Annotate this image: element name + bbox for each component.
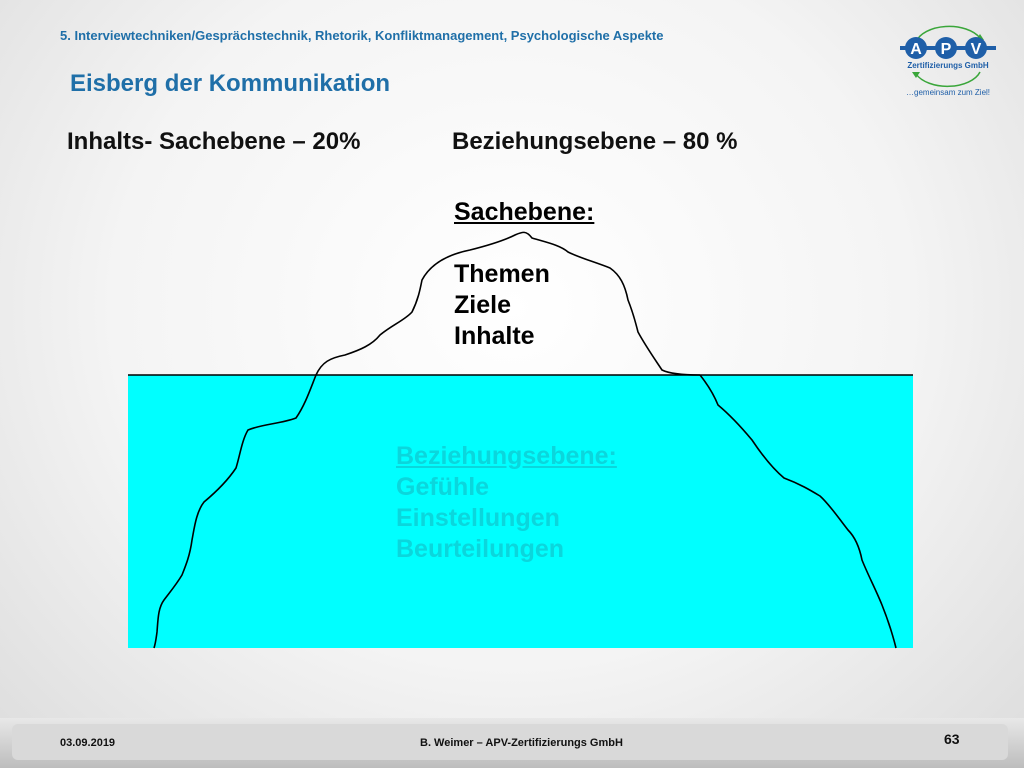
heading-sachebene-percent: Inhalts- Sachebene – 20% [67, 128, 361, 155]
beziehungsebene-heading: Beziehungsebene: [396, 442, 617, 470]
beziehungsebene-text [396, 441, 617, 565]
page-title: Eisberg der Kommunikation [70, 70, 391, 97]
heading-beziehungsebene-percent: Beziehungsebene – 80 % [452, 128, 738, 155]
footer-author: B. Weimer – APV-Zertifizierungs GmbH [420, 737, 623, 749]
logo-letter-p: P [940, 41, 952, 58]
sachebene-item: Inhalte [454, 322, 535, 350]
sachebene-item: Themen [454, 260, 550, 288]
logo-company: Zertifizierungs GmbH [907, 61, 989, 70]
sachebene-heading: Sachebene: [454, 198, 595, 226]
beziehungsebene-item: Gefühle [396, 473, 490, 501]
logo-tagline: …gemeinsam zum Ziel! [906, 88, 991, 97]
footer-date: 03.09.2019 [60, 737, 116, 749]
page-number: 63 [944, 731, 960, 747]
sachebene-text [454, 197, 594, 352]
sachebene-item: Ziele [454, 291, 511, 319]
logo-letter-a: A [910, 41, 922, 58]
beziehungsebene-item: Beurteilungen [396, 535, 565, 563]
logo-letter-v: V [970, 41, 982, 58]
slide-subtitle: 5. Interviewtechniken/Gesprächstechnik, Rhetorik, Konfliktmanagement, Psychologische Aspekte [60, 28, 664, 43]
beziehungsebene-item: Einstellungen [396, 504, 560, 532]
